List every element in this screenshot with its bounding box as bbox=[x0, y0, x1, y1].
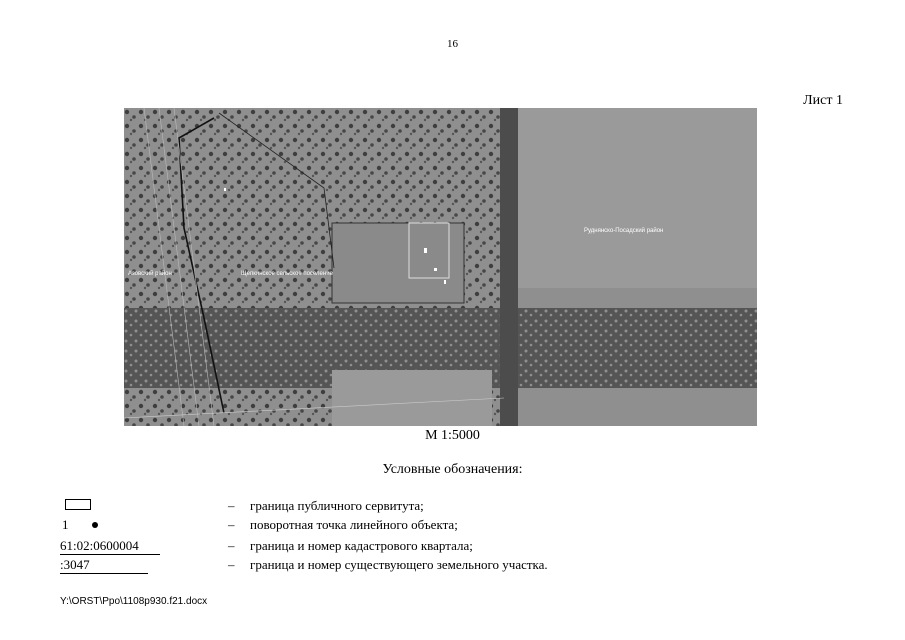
map-image bbox=[124, 108, 757, 426]
legend-item-point bbox=[60, 515, 700, 537]
footer-file-path: Y:\ORST\Ppo\1108p930.f21.docx bbox=[60, 596, 208, 607]
map-scale: М 1:5000 bbox=[425, 428, 480, 443]
point-dot-icon bbox=[92, 522, 98, 528]
legend-dash: – bbox=[228, 557, 235, 572]
map-label-middle: Щепкинское сельское поселение bbox=[241, 271, 333, 277]
map-graphic bbox=[124, 108, 757, 426]
legend-title: Условные обозначения: bbox=[382, 462, 523, 477]
legend-text: граница публичного сервитута; bbox=[250, 498, 424, 513]
sheet-label: Лист 1 bbox=[803, 93, 843, 108]
legend-dash: – bbox=[228, 517, 235, 532]
land-plot-number: :3047 bbox=[60, 557, 148, 574]
legend-symbol bbox=[60, 515, 220, 537]
legend-dash: – bbox=[228, 538, 235, 553]
legend-text: поворотная точка линейного объекта; bbox=[250, 517, 458, 532]
map-building-parcel bbox=[332, 223, 464, 303]
legend-dash: – bbox=[228, 498, 235, 513]
page-number: 16 bbox=[447, 38, 458, 50]
map-lower-parcel bbox=[332, 370, 492, 426]
legend-item-land-plot bbox=[60, 555, 700, 577]
easement-boundary-symbol bbox=[65, 499, 91, 510]
map-right-field bbox=[518, 108, 757, 288]
map-vertical-strip bbox=[500, 108, 518, 426]
legend-text: граница и номер существующего земельного участка. bbox=[250, 557, 548, 572]
legend-text: граница и номер кадастрового квартала; bbox=[250, 538, 473, 553]
cadastral-quarter-number: 61:02:0600004 bbox=[60, 538, 160, 555]
map-label-left: Азовский район bbox=[128, 271, 172, 277]
map-label-right: Руднянско-Посадский район bbox=[584, 228, 664, 234]
point-number: 1 bbox=[62, 517, 69, 532]
legend-symbol bbox=[60, 555, 220, 577]
